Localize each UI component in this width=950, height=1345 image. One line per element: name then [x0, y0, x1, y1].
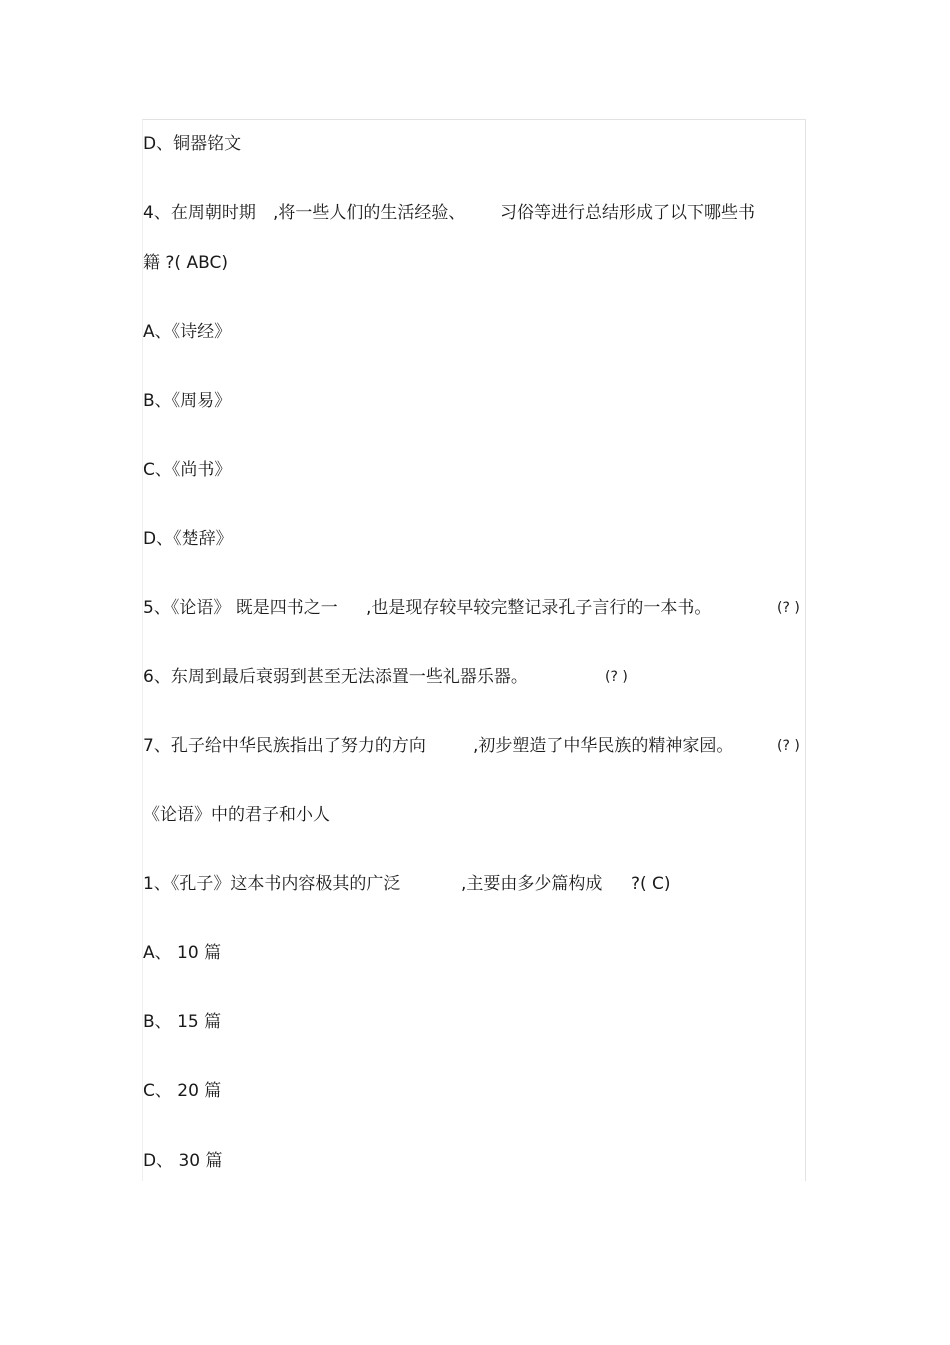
question-4-part-1: 4、在周朝时期: [143, 203, 256, 223]
question-6: 6、东周到最后衰弱到甚至无法添置一些礼器乐器。: [143, 667, 528, 687]
option-a-10: A、 10 篇: [143, 943, 222, 963]
page-frame: [142, 119, 806, 1181]
question-7-part-1: 7、孔子给中华民族指出了努力的方向: [143, 736, 426, 756]
question-4-part-3: 习俗等进行总结形成了以下哪些书: [500, 203, 755, 223]
question-4-part-2: ,将一些人们的生活经验、: [273, 203, 466, 223]
question-1-part-1: 1、《孔子》这本书内容极其的广泛: [143, 874, 401, 894]
option-d-chuci: D、《楚辞》: [143, 529, 233, 549]
option-c-20: C、 20 篇: [143, 1081, 222, 1101]
option-a-shijing: A、《诗经》: [143, 322, 232, 342]
question-7-part-2: ,初步塑造了中华民族的精神家园。: [473, 736, 734, 756]
question-1-part-3: ?( C): [631, 874, 671, 894]
option-d-bronze-inscriptions: D、铜器铭文: [143, 134, 242, 154]
question-5-answer-mark: (? ): [777, 600, 800, 616]
section-heading: 《论语》中的君子和小人: [143, 805, 330, 825]
option-b-15: B、 15 篇: [143, 1012, 222, 1032]
question-5-part-1: 5、《论语》 既是四书之一: [143, 598, 338, 618]
question-7-answer-mark: (? ): [777, 738, 800, 754]
option-c-shangshu: C、《尚书》: [143, 460, 232, 480]
option-b-zhouyi: B、《周易》: [143, 391, 232, 411]
question-1-part-2: ,主要由多少篇构成: [461, 874, 603, 894]
question-4-line-2: 籍 ?( ABC): [143, 253, 228, 273]
question-5-part-2: ,也是现存较早较完整记录孔子言行的一本书。: [366, 598, 712, 618]
option-d-30: D、 30 篇: [143, 1151, 223, 1171]
question-6-answer-mark: (? ): [605, 669, 628, 685]
